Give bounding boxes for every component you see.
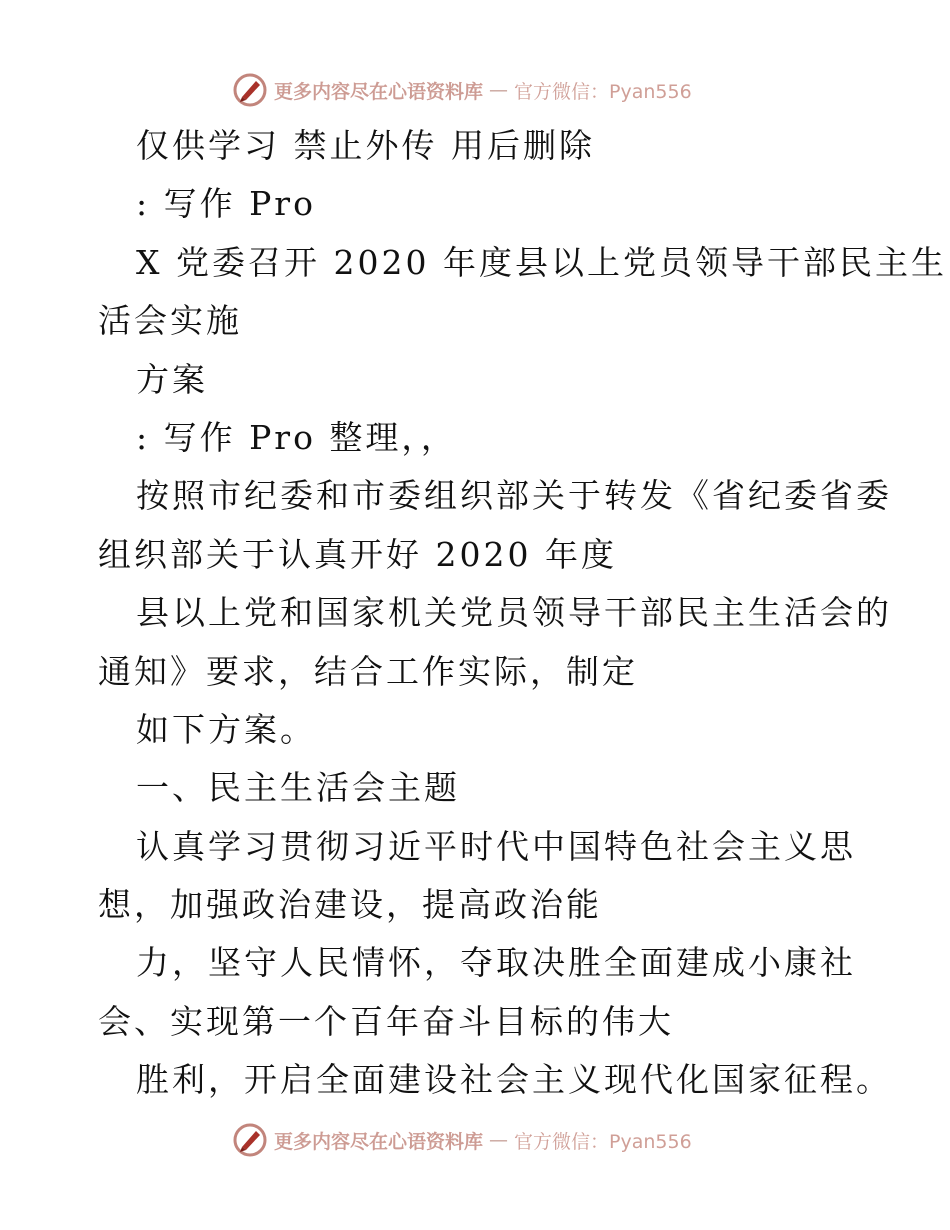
text-line: 通知》要求，结合工作实际，制定 bbox=[98, 651, 638, 691]
text-line: 如下方案。 bbox=[136, 709, 316, 749]
banner-contact-text: 官方微信：Pyan556 bbox=[514, 1130, 692, 1153]
text-line: : 写作 Pro 整理，， bbox=[136, 417, 457, 457]
banner-main-text: 更多内容尽在心语资料库 bbox=[274, 80, 484, 103]
pen-logo-icon bbox=[232, 1122, 268, 1158]
banner-separator: — bbox=[489, 1129, 509, 1151]
text-line: 方案 bbox=[136, 359, 208, 399]
text-line: 认真学习贯彻习近平时代中国特色社会主义思 bbox=[136, 826, 856, 866]
footer-banner bbox=[232, 1120, 692, 1160]
text-line: X 党委召开 2020 年度县以上党员领导干部民主生 bbox=[136, 242, 947, 282]
text-line: 仅供学习 禁止外传 用后删除 bbox=[136, 126, 595, 165]
banner-contact-text: 官方微信：Pyan556 bbox=[514, 80, 692, 103]
text-line: 县以上党和国家机关党员领导干部民主生活会的 bbox=[136, 593, 892, 633]
text-line: : 写作 Pro bbox=[136, 184, 316, 224]
text-line: 想，加强政治建设，提高政治能 bbox=[98, 885, 602, 925]
banner-separator: — bbox=[489, 79, 509, 101]
text-line: 力，坚守人民情怀，夺取决胜全面建成小康社 bbox=[136, 943, 856, 983]
text-line: 按照市纪委和市委组织部关于转发《省纪委省委 bbox=[136, 476, 892, 516]
pen-logo-icon bbox=[232, 72, 268, 108]
banner-main-text: 更多内容尽在心语资料库 bbox=[274, 1130, 484, 1153]
text-line: 活会实施 bbox=[98, 301, 242, 341]
header-banner bbox=[232, 70, 692, 110]
document-body bbox=[98, 117, 947, 1110]
section-heading: 一、民主生活会主题 bbox=[136, 768, 460, 808]
text-line: 组织部关于认真开好 2020 年度 bbox=[98, 534, 617, 574]
text-line: 胜利，开启全面建设社会主义现代化国家征程。 bbox=[136, 1060, 892, 1100]
text-line: 会、实现第一个百年奋斗目标的伟大 bbox=[98, 1001, 674, 1041]
